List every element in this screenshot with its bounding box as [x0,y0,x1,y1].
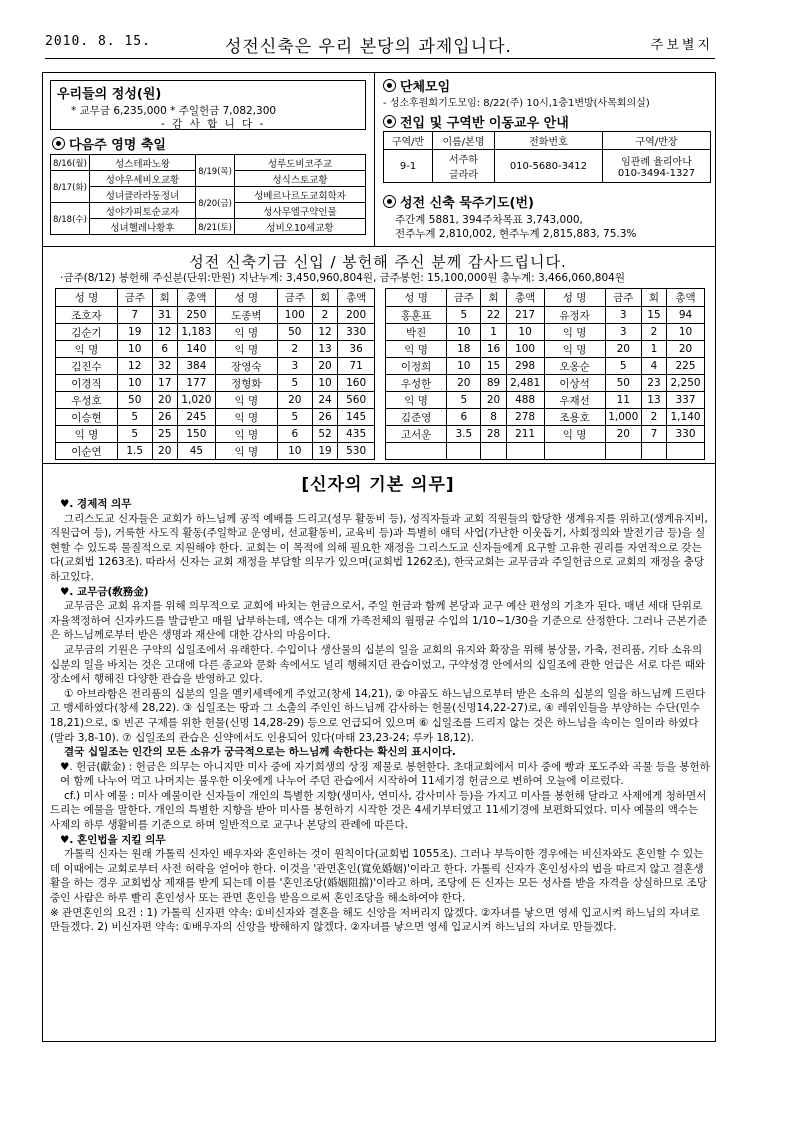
offering-box [50,80,366,130]
donor-cell: 유정자 [544,307,605,324]
table-row [56,324,375,341]
move-area: 9-1 [384,150,433,183]
donor-cell: 20 [481,392,506,409]
feast-saint: 성사무엘구약인물 [235,203,366,219]
duty-tithe-text: 교무금은 교회 유지를 위해 의무적으로 교회에 바치는 헌금으로서, 주일 헌금과 함께 본당과 교구 예산 편성의 기초가 된다. 매년 세대 단위로 자율책정하여 신자카드를 발급받고 매월 납부하는데, 액수는 대개 가족전체의 월평균 수입의 1/10~1/30을 기준으로 산정한다. 그러나 근본기준은 하느님께로부터 받은 생명과 재산에 대한 감사의 마음이다. [50,600,708,642]
donor-cell: 고서운 [386,426,447,443]
donor-cell: 7 [117,307,152,324]
donor-cell [641,443,666,460]
donor-cell: 5 [277,409,312,426]
donor-cell: 12 [117,358,152,375]
donor-cell: 이경직 [56,375,118,392]
donor-cell [386,443,447,460]
donor-cell: 337 [667,392,705,409]
column-header: 회 [312,289,337,307]
donor-cell: 18 [447,341,481,358]
donor-cell: 2 [641,324,666,341]
donor-cell: 160 [338,375,375,392]
donor-cell: 이순연 [56,443,118,460]
feast-saint: 성루도비코주교 [235,155,366,171]
move-header: 구역/반장 [602,132,710,150]
donor-cell: 245 [177,409,215,426]
donor-cell: 5 [117,426,152,443]
top-right-panel [375,72,714,246]
column-header: 회 [152,289,177,307]
donor-cell [544,443,605,460]
feast-date: 8/20(금) [196,187,235,219]
donor-cell: 13 [312,341,337,358]
table-row [56,375,375,392]
group-meeting: - 성소후원회기도모임: 8/22(주) 10시,1층1변방(사목회의실) [383,98,650,109]
donor-cell: 이상석 [544,375,605,392]
donor-cell: 2,481 [506,375,544,392]
donor-cell: 16 [481,341,506,358]
column-header: 금주 [277,289,312,307]
prayer-title: 성전 신축 묵주기도(번) [400,196,534,211]
feast-table [50,154,366,235]
offering-title: 우리들의 정성(원) [57,87,162,102]
offering-amounts: * 교무금 6,235,000 * 주일헌금 7,082,300 [71,105,277,117]
donor-cell: 22 [481,307,506,324]
section-divider [42,246,715,247]
column-header: 총액 [667,289,705,307]
table-row [56,307,375,324]
bulletin-date: 2010. 8. 15. [45,34,151,49]
donor-cell: 우재선 [544,392,605,409]
donor-cell: 오옹순 [544,358,605,375]
move-header: 전화번호 [494,132,602,150]
header-divider [45,58,715,59]
duty-heading-economic: ♥. 경제적 의무 [60,498,132,510]
prayer-total: 전주누계 2,810,002, 현주누계 2,815,883, 75.3% [395,228,637,240]
donor-cell: 560 [338,392,375,409]
donor-cell [506,443,544,460]
table-row [384,132,711,150]
donor-cell: 6 [277,426,312,443]
donor-cell: 6 [152,341,177,358]
table-row [56,289,375,307]
column-header: 성 명 [56,289,118,307]
donor-cell: 20 [605,341,641,358]
donor-cell: 이승현 [56,409,118,426]
column-header: 금주 [605,289,641,307]
donor-cell: 26 [152,409,177,426]
move-heading [383,112,569,131]
donor-cell: 330 [338,324,375,341]
donor-cell: 2,250 [667,375,705,392]
donor-cell: 6 [447,409,481,426]
feast-saint: 성베르나르도교회학자 [235,187,366,203]
table-row [386,341,705,358]
donor-cell: 25 [152,426,177,443]
donor-cell: 32 [152,358,177,375]
donor-cell: 20 [152,392,177,409]
section-divider [42,463,715,464]
move-header: 이름/본명 [433,132,495,150]
donor-cell: 10 [447,358,481,375]
feast-date: 8/17(화) [51,171,90,203]
donor-cell: 5 [447,392,481,409]
table-row [56,409,375,426]
move-baptismal-name: 글라라 [449,170,478,181]
donor-cell: 140 [177,341,215,358]
donor-cell: 23 [641,375,666,392]
donor-cell: 15 [641,307,666,324]
feast-saint: 성비오10세교황 [235,219,366,235]
donor-cell: 10 [117,375,152,392]
donor-cell: 3.5 [447,426,481,443]
duty-heading-marriage: ♥. 혼인법을 지킬 의무 [60,833,166,846]
bulletin-title: 성전신축은 우리 본당의 과제입니다. [225,37,512,57]
table-row [386,392,705,409]
feast-heading [52,134,166,153]
donor-cell: 89 [481,375,506,392]
donor-cell: 이정희 [386,358,447,375]
donor-cell: 우성한 [386,375,447,392]
bullet-icon [383,79,396,92]
donor-cell: 10 [277,443,312,460]
donor-cell: 150 [177,426,215,443]
donor-cell: 김준영 [386,409,447,426]
donor-cell: 10 [117,341,152,358]
donor-cell: 익 명 [56,341,118,358]
prayer-heading [383,192,534,211]
donor-cell: 11 [605,392,641,409]
table-row [386,426,705,443]
bullet-icon [52,137,65,150]
table-row [51,155,366,171]
bullet-icon [383,115,396,128]
donor-cell: 김순기 [56,324,118,341]
donor-cell: 5 [117,409,152,426]
donor-cell: 4 [641,358,666,375]
column-header: 금주 [447,289,481,307]
prayer-weekly: 주간계 5881, 394주차목표 3,743,000, [395,214,583,226]
donor-cell: 5 [447,307,481,324]
donor-cell: 225 [667,358,705,375]
move-phone: 010-5680-3412 [494,150,602,183]
donor-cell: 12 [152,324,177,341]
donor-cell: 20 [277,392,312,409]
duty-heading-tithe: ♥. 교무금(敎務金) [60,585,149,598]
table-row [386,289,705,307]
donor-cell [605,443,641,460]
move-title: 전입 및 구역반 이동교우 안내 [400,116,569,131]
donor-cell: 김진수 [56,358,118,375]
donor-cell: 1,183 [177,324,215,341]
duty-economic-text: 그리스도교 신자들은 교회가 하느님께 공적 예배를 드리고(성무 활동비 등), 성직자들과 교회 직원들의 합당한 생계유지를 위하고(생계유지비, 직원급여 등), 거룩한 사도직 활동(주일학교 운영비, 선교활동비, 교육비 등)과 특별히 애덕 사업(가난한 이웃돕기, 사회정의와 발전기금 등)을 실현할 수 있도록 물질적으로 지원해야 한다. 교회는 이 목적에 의해 필요한 재정을 그리스도교 신자들에게 요구할 고유한 권리를 자연적으로 갖는다(교회법 1263조). 따라서 신자는 교회 재정을 부담할 의무가 있으며(교회법 1262조), 한국교회는 교무금과 주일헌금으로 교회의 재정을 충당하고있다. [50,512,708,583]
table-row [386,307,705,324]
donor-cell: 45 [177,443,215,460]
donor-table-right [385,288,705,460]
column-header: 총액 [338,289,375,307]
bulletin-tag: 주보별지 [650,38,713,53]
donor-cell: 10 [506,324,544,341]
donor-cell: 52 [312,426,337,443]
donor-cell: 익 명 [215,324,277,341]
move-leader-phone: 010-3494-1327 [617,168,696,179]
donor-cell: 익 명 [215,392,277,409]
donor-cell: 250 [177,307,215,324]
donor-cell: 1,140 [667,409,705,426]
duty-dispensation-text: ※ 관면혼인의 요건 : 1) 가톨릭 신자편 약속: ①비신자와 결혼을 해도 신앙을 저버리지 않겠다. ②자녀를 낳으면 영세 입교시켜 하느님의 자녀로 만들겠다. 2) 비신자편 약속: ①배우자의 신앙을 방해하지 않겠다. ②자녀를 낳으면 영세 입교시켜 하느님의 자녀로 만들겠다. [50,906,700,934]
move-table [383,131,711,183]
table-row [386,409,705,426]
table-row [51,187,366,203]
duty-tithe-bible: ① 아브라함은 전리품의 십분의 일을 멜키세덱에게 주었고(창세 14,21), ② 야곱도 하느님으로부터 받은 소유의 십분의 일을 하느님께 드린다고 맹세하였다(창세 28,22). ③ 십일조는 땅과 그 소출의 주인인 하느님께 감사하는 헌물(신명14,22-27)로, ④ 레위인들을 부양하는 수단(민수 18,21)으로, ⑤ 빈곤 구제를 위한 헌물(신명 14,28-29) 등으로 언급되어 있으며 ⑥ 십일조를 드리지 않는 것은 하느님을 속이는 일이라 하였다(말라 3,8-10). ⑦ 십일조의 관습은 신약에서도 인용되어 있다(마태 23,23-24; 루카 18,12). [50,687,706,744]
feast-date: 8/18(수) [51,203,90,235]
donor-cell: 13 [641,392,666,409]
feast-saint: 성스테파노왕 [89,155,195,171]
column-header: 총액 [506,289,544,307]
donor-cell: 384 [177,358,215,375]
column-header: 성 명 [544,289,605,307]
feast-saint: 성녀헬레나황후 [89,219,195,235]
donor-cell: 2 [312,307,337,324]
top-left-panel [42,72,375,246]
donor-cell: 1,000 [605,409,641,426]
move-leader: 임관례 율리아나 [621,157,692,168]
donor-cell: 익 명 [386,341,447,358]
offering-thanks: - 감 사 합 니 다 - [161,118,266,130]
donor-cell: 익 명 [544,341,605,358]
table-row [384,150,711,183]
donor-cell: 20 [152,443,177,460]
donor-cell: 5 [277,375,312,392]
donor-cell [667,443,705,460]
table-row [386,375,705,392]
donor-cell: 8 [481,409,506,426]
donor-cell: 17 [152,375,177,392]
donor-cell: 50 [277,324,312,341]
donor-cell: 조호자 [56,307,118,324]
donor-cell: 10 [447,324,481,341]
donor-cell: 정형화 [215,375,277,392]
feast-date: 8/16(월) [51,155,90,171]
donor-cell: 홍훈표 [386,307,447,324]
fund-title: 성전 신축기금 신입 / 봉헌해 주신 분께 감사드립니다. [189,253,567,271]
donor-cell: 10 [312,375,337,392]
donor-cell: 20 [447,375,481,392]
donor-cell: 145 [338,409,375,426]
column-header: 금주 [117,289,152,307]
donor-cell: 200 [338,307,375,324]
donor-cell: 5 [605,358,641,375]
donor-cell: 박진 [386,324,447,341]
donor-cell: 익 명 [544,324,605,341]
donor-cell: 익 명 [215,426,277,443]
donor-cell: 2 [641,409,666,426]
table-row [51,219,366,235]
donor-cell: 12 [312,324,337,341]
donor-cell: 익 명 [215,341,277,358]
donor-cell: 익 명 [215,409,277,426]
donor-cell: 298 [506,358,544,375]
donor-cell: 177 [177,375,215,392]
table-row [56,426,375,443]
table-row [386,443,705,460]
feast-date: 8/19(목) [196,155,235,187]
duty-title: [신자의 기본 의무] [301,475,455,495]
bullet-icon [383,195,396,208]
feast-saint: 성녀클라라동정녀 [89,187,195,203]
donor-cell: 26 [312,409,337,426]
duty-body [50,497,710,935]
group-heading [383,76,450,95]
donor-cell: 3 [605,324,641,341]
donor-cell: 36 [338,341,375,358]
donor-cell: 조용호 [544,409,605,426]
donor-cell: 330 [667,426,705,443]
donor-cell: 71 [338,358,375,375]
duty-mass-offering-text: cf.) 미사 예물 : 미사 예물이란 신자들이 개인의 특별한 지향(생미사, 연미사, 감사미사 등)을 가지고 미사를 봉헌해 달라고 사제에게 청하면서 드리는 예물을 말한다. 개인의 특별한 지향을 받아 미사를 봉헌하기 시작한 것은 4세기부터였고 11세기경에 보편화되었다. 미사 예물의 액수는 사제의 하루 생활비를 기준으로 하며 일반적으로 교구나 본당의 관례에 따른다. [50,789,707,832]
feast-saint: 성야우세비오교황 [89,171,195,187]
donor-cell: 20 [605,426,641,443]
donor-cell: 211 [506,426,544,443]
column-header: 회 [641,289,666,307]
donor-cell: 28 [481,426,506,443]
donor-cell: 3 [605,307,641,324]
column-header: 총액 [177,289,215,307]
donor-cell: 530 [338,443,375,460]
page-header [45,34,713,56]
donor-cell: 7 [641,426,666,443]
duty-tithe-conclusion: 결국 십일조는 인간의 모든 소유가 궁극적으로는 하느님께 속한다는 확신의 표시이다. [64,746,456,759]
table-row [56,392,375,409]
donor-cell: 3 [277,358,312,375]
donor-cell: 31 [152,307,177,324]
move-name: 서주하 [449,155,478,166]
duty-marriage-text: 가톨릭 신자는 원래 가톨릭 신자인 배우자와 혼인하는 것이 원칙이다(교회법 1055조). 그러나 부득이한 경우에는 비신자와도 혼인할 수 있는데 이때에는 교회로부터 사전 허락을 얻어야 한다. 이것을 '관면혼인(寬免婚姻)'이라고 한다. 가톨릭 신자가 혼인성사의 법을 따르지 않고 결혼생활을 하는 경우 교회법상 제재를 받게 되는데 이를 '혼인조당(婚姻阻擋)'이라고 하며, 조당에 든 신자는 모든 성사를 받을 자격을 상실하므로 조당중인 사람은 하루 빨리 혼인성사 또는 관면 혼인을 받음으로써 혼인조당을 해소하여야 한다. [50,848,707,905]
donor-cell: 1,020 [177,392,215,409]
table-row [56,443,375,460]
table-row [386,358,705,375]
donor-cell: 19 [312,443,337,460]
donor-cell: 도종벽 [215,307,277,324]
donor-cell: 장영숙 [215,358,277,375]
donor-cell: 20 [667,341,705,358]
donor-cell: 50 [117,392,152,409]
donor-table-left [55,288,375,460]
donor-cell: 10 [667,324,705,341]
donor-cell: 100 [506,341,544,358]
feast-saint: 성식스토교황 [235,171,366,187]
donor-cell: 1 [481,324,506,341]
donor-cell: 50 [605,375,641,392]
donor-cell: 24 [312,392,337,409]
move-header: 구역/반 [384,132,433,150]
feast-title: 다음주 영명 축일 [69,138,166,153]
donor-cell: 20 [312,358,337,375]
table-row [56,341,375,358]
table-row [386,324,705,341]
donor-cell: 1 [641,341,666,358]
donor-cell: 익 명 [544,426,605,443]
duty-tithe-origin: 교무금의 기원은 구약의 십일조에서 유래한다. 수입이나 생산물의 십분의 일을 교회의 유지와 확장을 위해 봉상물, 가축, 전리품, 기타 소유의 십분의 일을 바치는 것은 고대에 다른 종교와 문화 속에서도 널리 행해지던 관습이었고, 구약성경 안에서의 십일조에 관한 언급은 서로 다른 때와 장소에서 행해진 다양한 관습을 반영하고 있다. [50,643,706,686]
column-header: 회 [481,289,506,307]
donor-cell: 익 명 [215,443,277,460]
donor-cell [481,443,506,460]
table-row [56,358,375,375]
donor-cell: 2 [277,341,312,358]
donor-cell: 94 [667,307,705,324]
donor-cell: 217 [506,307,544,324]
donor-cell [447,443,481,460]
donor-cell: 278 [506,409,544,426]
duty-offering-text: ♥. 헌금(獻金) : 헌금은 의무는 아니지만 미사 중에 자기희생의 상징 제물로 봉헌한다. 초대교회에서 미사 중에 빵과 포도주와 곡물 등을 봉헌하여 함께 나누어 먹고 나머지는 불우한 이웃에게 나누어 주던 관습에서 시작하여 11세기경 헌금으로 변하여 오늘에 이르렀다. [60,760,710,788]
group-title: 단체모임 [400,80,451,95]
donor-cell: 19 [117,324,152,341]
donor-cell: 익 명 [386,392,447,409]
donor-cell: 익 명 [56,426,118,443]
donor-cell: 435 [338,426,375,443]
donor-cell: 488 [506,392,544,409]
column-header: 성 명 [386,289,447,307]
feast-date: 8/21(토) [196,219,235,235]
donor-cell: 100 [277,307,312,324]
feast-saint: 성야가피토순교자 [89,203,195,219]
donor-cell: 1.5 [117,443,152,460]
donor-cell: 우성호 [56,392,118,409]
column-header: 성 명 [215,289,277,307]
fund-summary: ·금주(8/12) 봉헌해 주신분(단위:만원) 지난누계: 3,450,960,804원, 금주봉헌: 15,100,000원 총누계: 3,466,060,804원 [60,272,625,284]
donor-cell: 15 [481,358,506,375]
